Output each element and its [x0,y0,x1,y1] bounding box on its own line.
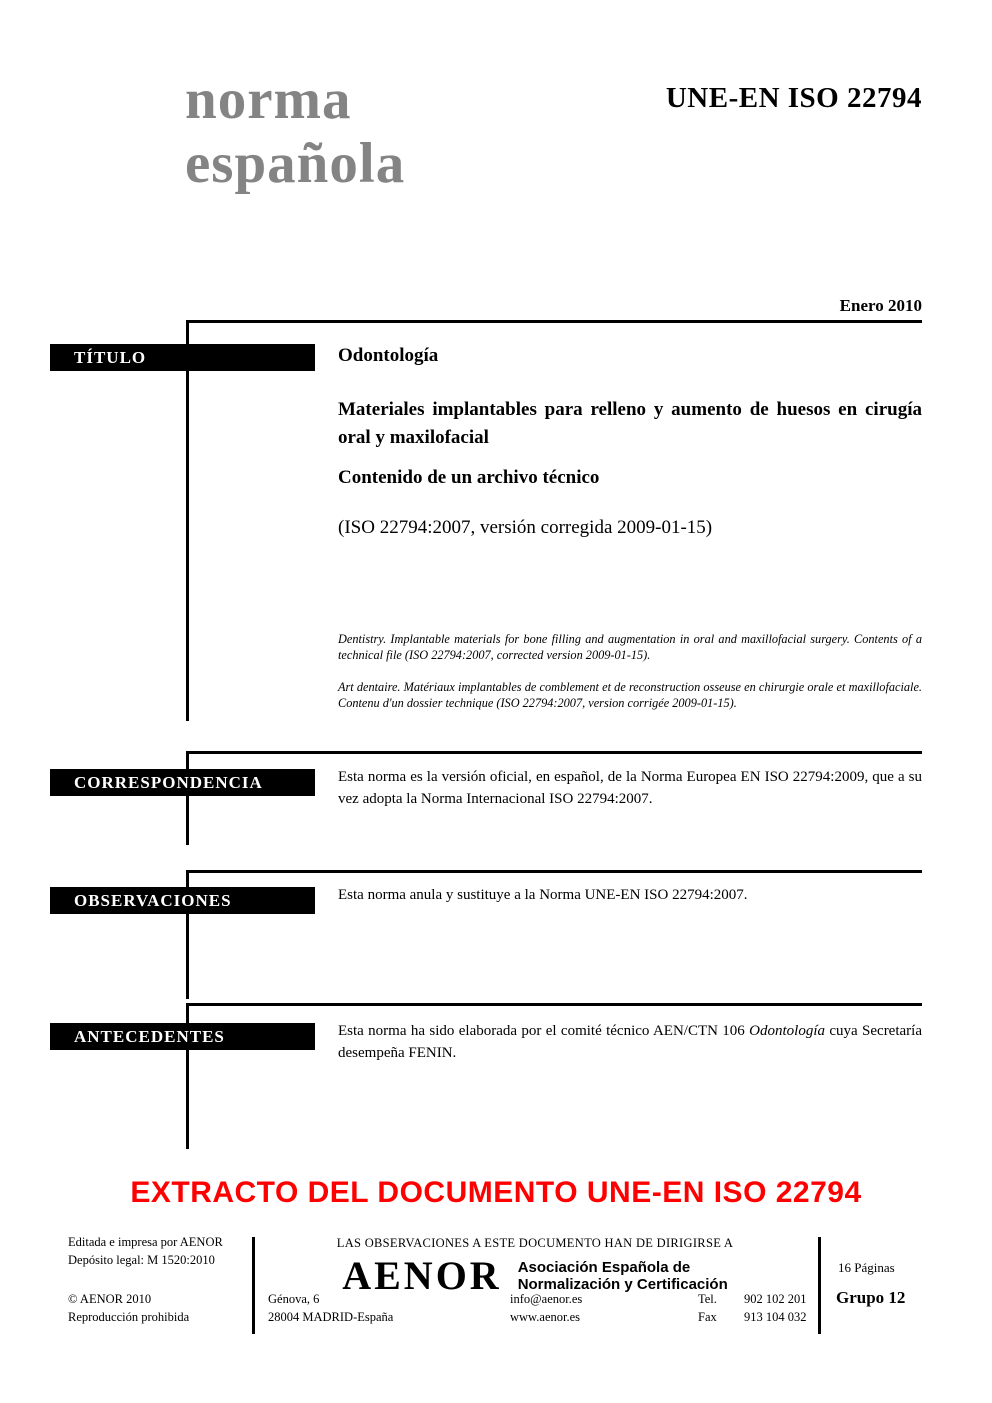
title-subtitle: Materiales implantables para relleno y aumento de huesos en cirugía oral y maxilofacial [338,399,922,448]
correspondencia-label: CORRESPONDENCIA [74,772,263,792]
footer-page-count: 16 Páginas [838,1260,895,1275]
observaciones-top-rule [186,870,922,873]
correspondencia-vertical-line [186,751,189,845]
footer-website: www.aenor.es [510,1309,581,1324]
antecedentes-body-before: Esta norma ha sido elaborada por el comité técnico AEN/CTN 106 [338,1023,750,1039]
titulo-label: TÍTULO [74,347,147,367]
titulo-vertical-line [186,320,189,721]
footer-group: Grupo 12 [836,1288,906,1307]
footer-copyright [68,1291,248,1326]
correspondencia-top-rule [186,751,922,754]
standard-code: UNE-EN ISO 22794 [665,82,922,114]
observaciones-body: Esta norma anula y sustituye a la Norma UNE-EN ISO 22794:2007. [338,887,748,903]
issue-date: Enero 2010 [839,296,922,315]
antecedentes-top-rule [186,1003,922,1006]
title-english-translation: Dentistry. Implantable materials for bone filling and augmentation in oral and maxillofacial surgery. Contents of a technical file (ISO 22794:2007, corrected version 2009-01-15). [338,632,922,662]
correspondencia-label-bar [50,769,315,796]
observaciones-label-bar [50,887,315,914]
brand-logotype [185,68,405,196]
extract-banner: EXTRACTO DEL DOCUMENTO UNE-EN ISO 22794 [130,1176,862,1209]
antecedentes-committee-name: Odontología [749,1023,825,1039]
aenor-logo: AENOR [342,1253,502,1298]
footer-address-line2: 28004 MADRID-España [268,1309,394,1324]
footer-address [268,1291,393,1326]
footer-reproduction-line: Reproducción prohibida [68,1309,190,1324]
antecedentes-body-after: cuya Secretaría desempeña FENIN. [338,1023,922,1061]
observaciones-label: OBSERVACIONES [74,890,232,910]
brand-line-2: española [185,132,406,195]
title-content-line: Contenido de un archivo técnico [338,467,600,488]
footer-notice: LAS OBSERVACIONES A ESTE DOCUMENTO HAN DE DIRIGIRSE A [336,1236,734,1250]
footer-imprint [68,1234,248,1269]
titulo-label-bar [50,344,315,371]
aenor-org-name [518,1259,728,1293]
footer-tel-value: 902 102 201 [744,1292,807,1306]
correspondencia-body: Esta norma es la versión oficial, en español, de la Norma Europea EN ISO 22794:2009, que a su vez adopta la Norma Internacional ISO 22794:2007. [338,769,922,807]
brand-line-1: norma [185,68,352,131]
antecedentes-label-bar [50,1023,315,1050]
footer-address-line1: Génova, 6 [268,1292,320,1306]
aenor-org-name-line1: Asociación Española de [517,1258,691,1276]
titulo-top-rule [186,320,922,323]
footer-fax-value: 913 104 032 [744,1309,807,1324]
title-odontologia: Odontología [338,345,439,366]
footer-imprint-line2: Depósito legal: M 1520:2010 [68,1252,215,1267]
aenor-org-name-line2: Normalización y Certificación [517,1275,728,1293]
antecedentes-label: ANTECEDENTES [74,1026,225,1046]
footer-contact-web [510,1291,582,1326]
footer-email: info@aenor.es [510,1292,583,1306]
footer-fax-label: Fax [698,1309,717,1324]
title-iso-reference: (ISO 22794:2007, versión corregida 2009-01-15) [338,517,713,538]
footer-phone-block [698,1291,807,1326]
title-french-translation: Art dentaire. Matériaux implantables de comblement et de reconstruction osseuse en chirurgie orale et maxillofaciale. Contenu d'un dossier technique (ISO 22794:2007, version corrigée 2009-01-15). [338,680,922,710]
footer-copyright-line: © AENOR 2010 [68,1292,152,1306]
antecedentes-body [338,1020,922,1064]
footer-imprint-line1: Editada e impresa por AENOR [68,1235,223,1249]
footer-left-separator [252,1237,255,1334]
footer-tel-label: Tel. [698,1292,717,1306]
footer-right-separator [818,1237,821,1334]
